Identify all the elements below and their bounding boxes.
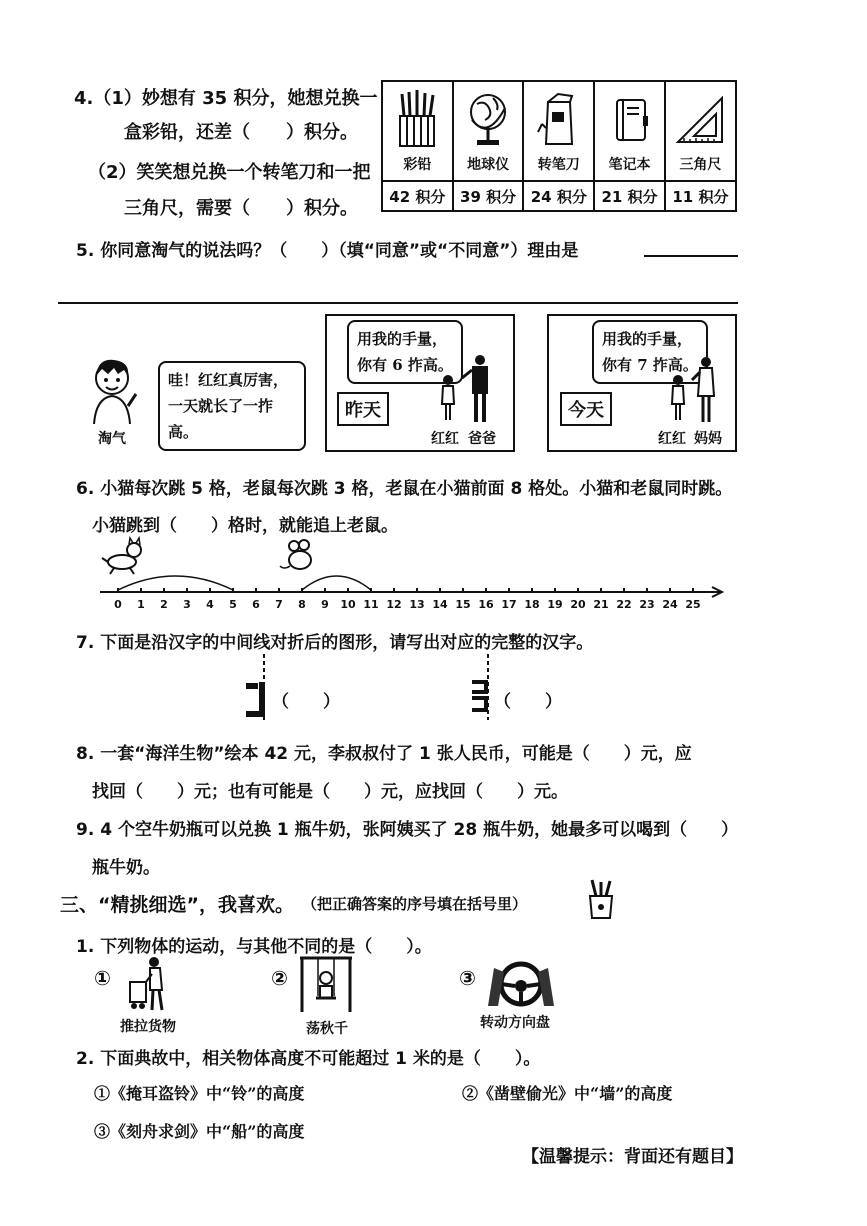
number-line-tick-label: 14 <box>432 598 448 611</box>
set-square-icon <box>672 88 728 150</box>
q9-line1: 9. 4 个空牛奶瓶可以兑换 1 瓶牛奶，张阿姨买了 28 瓶牛奶，她最多可以喝到（ ） <box>76 820 739 840</box>
number-line-tick-label: 25 <box>685 598 701 611</box>
number-line-tick-label: 12 <box>386 598 402 611</box>
panel1-right-name: 爸爸 <box>468 431 496 447</box>
number-line-tick-label: 17 <box>501 598 517 611</box>
number-line-tick-label: 7 <box>275 598 283 611</box>
q4-part2-line1: （2）笑笑想兑换一个转笔刀和一把 <box>88 162 371 183</box>
reward-price-table <box>381 80 737 212</box>
panel2-right-name: 妈妈 <box>694 431 722 447</box>
number-line-tick-label: 8 <box>298 598 306 611</box>
steering-wheel-icon <box>484 958 558 1008</box>
cat-icon <box>102 538 141 574</box>
q4-part1-line2: 盒彩铅，还差（ ）积分。 <box>124 122 358 143</box>
taoqi-boy-icon <box>84 356 144 426</box>
shop-item-name: 彩铅 <box>403 157 432 173</box>
number-line-tick-label: 20 <box>570 598 586 611</box>
number-line-tick-label: 16 <box>478 598 494 611</box>
shop-item-price: 11 积分 <box>665 181 736 211</box>
shop-item-name: 转笔刀 <box>537 157 580 173</box>
colored-pencils-icon <box>392 88 442 150</box>
number-line-tick-label: 10 <box>340 598 356 611</box>
taoqi-speech-bubble: 哇！红红真厉害，一天就长了一拃高。 <box>158 361 306 451</box>
number-line-tick-label: 18 <box>524 598 540 611</box>
number-line-tick-label: 6 <box>252 598 260 611</box>
shop-item-name: 笔记本 <box>608 157 651 173</box>
panel2-left-name: 红红 <box>658 431 686 447</box>
taoqi-name: 淘气 <box>98 431 126 447</box>
swing-icon <box>296 954 356 1014</box>
number-line-tick-label: 19 <box>547 598 563 611</box>
hong-and-mom-figures-icon <box>664 354 728 426</box>
cat-jump-arc <box>118 576 233 590</box>
mouse-icon <box>280 540 311 569</box>
number-line-tick-label: 23 <box>639 598 655 611</box>
shop-cell-0 <box>382 81 453 181</box>
number-line-tick-label: 15 <box>455 598 471 611</box>
globe-icon <box>463 88 513 150</box>
shop-cell-1 <box>453 81 524 181</box>
s3q1-option1-label: 推拉货物 <box>120 1019 176 1035</box>
mom-speech-bubble: 用我的手量，你有 7 拃高。 <box>592 320 708 384</box>
notebook-icon <box>605 88 655 150</box>
shop-item-price: 42 积分 <box>382 181 453 211</box>
number-line-tick-label: 13 <box>409 598 425 611</box>
number-line-tick-label: 4 <box>206 598 214 611</box>
footer-hint: 【温馨提示：背面还有题目】 <box>522 1147 743 1167</box>
number-line-tick-label: 5 <box>229 598 237 611</box>
s3q1-option1-num: ① <box>94 966 111 990</box>
s3q2-text: 2. 下面典故中，相关物体高度不可能超过 1 米的是（ ）。 <box>76 1049 541 1069</box>
s3q2-option3: ③《刻舟求剑》中“船”的高度 <box>94 1122 305 1141</box>
s3q1-option3-label: 转动方向盘 <box>480 1015 550 1031</box>
number-line-tick-label: 11 <box>363 598 379 611</box>
pencil-sharpener-icon <box>534 88 584 150</box>
shop-cell-3 <box>594 81 665 181</box>
number-line-tick-label: 24 <box>662 598 678 611</box>
person-pushing-cart-icon <box>124 956 172 1012</box>
number-line-tick-label: 9 <box>321 598 329 611</box>
q5-text: 5. 你同意淘气的说法吗？（ ）（填“同意”或“不同意”）理由是 <box>76 241 579 261</box>
q4-part2-line2: 三角尺，需要（ ）积分。 <box>124 198 358 219</box>
day-label-yesterday: 昨天 <box>337 392 389 426</box>
q6-line1: 6. 小猫每次跳 5 格，老鼠每次跳 3 格，老鼠在小猫前面 8 格处。小猫和老鼠同时跳。 <box>76 479 733 499</box>
shop-cell-4 <box>665 81 736 181</box>
q4-part1-line1: 4.（1）妙想有 35 积分，她想兑换一 <box>74 88 378 109</box>
section-3-title: 三、“精挑细选”，我喜欢。 <box>60 894 294 916</box>
s3q1-option2-label: 荡秋千 <box>306 1021 348 1037</box>
shop-item-name: 三角尺 <box>679 157 722 173</box>
q7-blank-1[interactable]: （ ） <box>272 692 340 712</box>
s3q2-option1: ①《掩耳盗铃》中“铃”的高度 <box>94 1084 305 1103</box>
q8-line2: 找回（ ）元；也有可能是（ ）元，应找回（ ）元。 <box>92 782 568 802</box>
number-line-tick-label: 22 <box>616 598 632 611</box>
pencil-cup-icon <box>584 878 618 920</box>
dad-speech-bubble: 用我的手量，你有 6 拃高。 <box>347 320 463 384</box>
shop-cell-2 <box>523 81 594 181</box>
number-line-tick-label: 3 <box>183 598 191 611</box>
day-label-today: 今天 <box>560 392 612 426</box>
number-line-tick-label: 2 <box>160 598 168 611</box>
number-line-figure <box>100 532 730 602</box>
q5-reason-blank-line2[interactable] <box>58 302 738 304</box>
s3q2-option2: ②《凿壁偷光》中“墙”的高度 <box>462 1084 673 1103</box>
number-line-tick-label: 21 <box>593 598 609 611</box>
q7-blank-2[interactable]: （ ） <box>494 692 562 712</box>
shop-item-price: 24 积分 <box>523 181 594 211</box>
q7-text: 7. 下面是沿汉字的中间线对折后的图形，请写出对应的完整的汉字。 <box>76 633 594 653</box>
q6-line2: 小猫跳到（ ）格时，就能追上老鼠。 <box>92 516 398 536</box>
number-line-tick-label: 0 <box>114 598 122 611</box>
shop-item-price: 21 积分 <box>594 181 665 211</box>
s3q1-text: 1. 下列物体的运动，与其他不同的是（ ）。 <box>76 937 432 957</box>
q8-line1: 8. 一套“海洋生物”绘本 42 元，李叔叔付了 1 张人民币，可能是（ ）元，应 <box>76 744 692 764</box>
q9-line2: 瓶牛奶。 <box>92 858 160 878</box>
s3q1-option3-num: ③ <box>459 966 476 990</box>
hong-and-dad-figures-icon <box>436 354 500 426</box>
number-line-tick-label: 1 <box>137 598 145 611</box>
panel1-left-name: 红红 <box>431 431 459 447</box>
q5-reason-blank-line1[interactable] <box>644 255 738 257</box>
shop-item-name: 地球仪 <box>467 157 510 173</box>
section-3-hint: （把正确答案的序号填在括号里） <box>302 895 528 913</box>
shop-item-price: 39 积分 <box>453 181 524 211</box>
mouse-jump-arc <box>302 576 371 590</box>
s3q1-option2-num: ② <box>271 966 288 990</box>
